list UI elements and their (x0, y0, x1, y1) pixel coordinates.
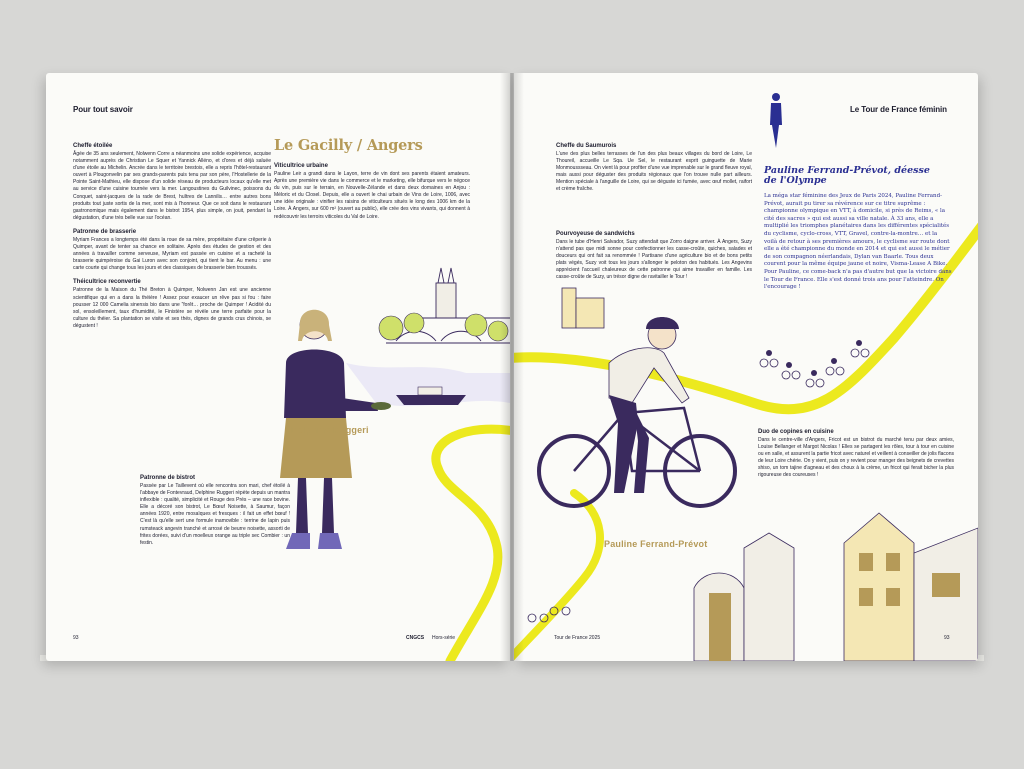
section-cheffe-etoilee (73, 143, 271, 222)
section-viticultrice (274, 163, 470, 221)
running-header: Pour tout savoir (73, 105, 133, 114)
feature-title: Pauline Ferrand-Prévot, déesse de l'Olympe (764, 165, 930, 186)
running-header: Le Tour de France féminin (850, 105, 947, 114)
section-body: Patronne de la Maison du Thé Breton à Quimper, Nolwenn Jan est une ancienne scientifique qui en a dans la théière ! Assez pour exaucer un rêve pas si fou : faire pousser 12 000 Camelia sinensis bio dans une “forêt… proche de Quimper ! Acidité du sol, ensoleillement, taux d'humidité, le Finistère se révèle une terre parfaite pour la culture du théier. Sa plantation se visite et ses thés, dignes de grands crus chinois, se dégustent ! (73, 287, 271, 329)
page-number: 93 (944, 635, 950, 641)
section-body: Dans le tube d'Henri Salvador, Suzy attendait que Zorro daigne arriver. À Angers, Suzy n'attend pas que midi sonne pour confectionner les casse-croûte, quiches, salades et douceurs qui ont fait sa renommée ! Partisane d'une agriculture bio et de bons petits plats végés, Suzy voit tous les jours s'allonger le peloton des habitués. Les Angevins apprécient l'accueil chaleureux de cette patronne qui aime travailler en famille. Les casse-croûte de Suzy, un trésor digne de ravitailler le Tour ! (556, 239, 752, 281)
footer-magazine: CNGCS (406, 635, 425, 641)
footer-section: Tour de France 2025 (554, 635, 601, 641)
section-heading: Cheffe étoilée (73, 143, 113, 149)
section-heading: Patronne de bistrot (140, 475, 196, 481)
section-theicultrice (73, 279, 271, 330)
book-spine (500, 73, 524, 661)
section-heading: Pourvoyeuse de sandwichs (556, 231, 635, 237)
section-heading: Viticultrice urbaine (274, 163, 328, 169)
page-number: 93 (73, 635, 79, 641)
section-duo-cuisine (758, 429, 954, 480)
city-title: Le Gacilly / Angers (274, 137, 423, 154)
section-body: L'une des plus belles terrasses de l'un des plus beaux villages du bord de Loire, Le Thoureil, accueille Le Sqa. Ue Sel, le restaurant esprit guinguette de Marie Monmoussseau. On vient là pour profiter d'une vue imprenable sur le grand fleuve royal, mais aussi pour déguster des produits régionaux que l'on trouve nulle part ailleurs. Mention spéciale à l'anguille de Loire, qui se déguste ici fumée, avec œuf mollet, raifort et crème fraîche. (556, 151, 752, 193)
illustration-label-delphine: Delphine Ruggeri (291, 425, 369, 435)
section-body: Âgée de 35 ans seulement, Nolwenn Corre a néanmoins une solide expérience, acquise notamment auprès de Christian Le Squer et Yannick Alléno, et d'ores et déjà saluée d'une étoile au Michelin. Ancrée dans le territoire brestois, elle a repris l'hôtel-restaurant ouvert à Plougonvelin par ses grands-parents puis tenu par son père, l'Hostellerie de la Pointe Saint-Mathieu, elle dispose d'un solide réseau de producteurs locaux qu'elle met au service d'une cuisine tournée vers la mer. Langoustines du Guilvinec, poissons du Conquet, saint-jacques de la rade de Brest, huîtres de Lannilis… entre autres bons produits tout juste sortis de la mer, sont mis à l'honneur. Que ce soit dans le restaurant gastronomique mais également dans le bistrot 1954, plus simple, on jouit, pendant la dégustation, d'une très belle vue sur l'océan. (73, 151, 271, 221)
left-column (73, 143, 271, 337)
section-heading: Patronne de brasserie (73, 228, 137, 235)
section-body: Pauline Leir a grandi dans le Layon, terre de vin dont ses parents étaient amateurs. Après une première vie dans le commerce et le marketing, elle bifurque vers le négoce du vin, puis sur le terrain, en Nouvelle-Zélande et dans deux domaines en Anjou : Méloric et du Closel. Depuis, elle a ouvert le chai urbain de Vins de Loire, 1006, avec une idée originale : vinifier les raisins de viticulteurs situés le long des 1006 km de la Loire. À Angers, sur 600 m² (ouvert au public), elle crée des vins vivants, qui donnent à redécouvrir les terroirs viticoles du Val de Loire. (274, 171, 470, 220)
section-sandwichs (556, 231, 752, 282)
feature-body: La méga star féminine des Jeux de Paris 2024, Pauline Ferrand-Prévot, aurait pu tirer sa révérence sur ce titre suprême : championne olympique en VTT, à domicile, si près de Reims, « la cité des sacres » qui est aussi sa ville natale. À 33 ans, elle a multiplié les triomphes planétaires dans les différentes spécialités du cyclisme, cyclo-cross, VTT, Gravel, contre-la-montre… et la voilà de retour à ses premières amours, le cyclisme sur route dont elle a été championne du monde en 2014 et qui est aussi le métier de son compagnon néerlandais, Dylan van Baarle. Tous deux courent pour la même équipe jaune et noire, Visma-Lease A Bike. Pour Pauline, ce come-back n'a pas d'autre but que la victoire dans le Tour de France. Elle s'est donné trois ans pour l'atteindre. On l'encourage ! (764, 193, 952, 291)
section-cheffe-saumurois (556, 143, 752, 194)
section-body: Passée par Le Taillevent où elle rencontra son mari, chef étoilé à l'abbaye de Fontevraud, Delphine Ruggeri répète depuis un mantra inflexible : qualité, simplicité et Rouge des Prés – une race bovine. Elle a décoré son bistrot, Le Bœuf Noisette, à Saumur, façon années 1920, entre mosaïques et fresques : il fait un effet bœuf ! C'est là qu'elle sert une formule inamovible : terrine de lapin puis rumsteack angevin tranché et arrosé de beurre noisette, assorti de frites dorées, suivi d'un moelleux orange au triple sec Combier : un festin. (140, 483, 290, 546)
section-body: Dans le centre-ville d'Angers, Fricot est un bistrot du marché tenu par deux amies, Louise Bellanger et Margot Nicolas ! Elles se partagent les rôles, tour à tour en cuisine ou en salle, et assurent la partie fricot avec naturel et veillent à conseiller de jolis flacons de leur Loire chérie. On y vient, puis on y revient pour manger des beignets de crevettes shiso, un tom tajine d'agneau et des choux à la crème, un fricot qui ferait bicher la plus rigoureuse des coureuses ! (758, 437, 954, 479)
section-patronne-bistrot (140, 475, 290, 547)
section-heading: Duo de copines en cuisine (758, 429, 834, 435)
section-body: Myriam Frances a longtemps été dans la roue de sa mère, propriétaire d'une crêperie à Quimper, avant de tenter sa chance en solitaire. Après des études de gestion et des années à travailler comme serveuse, Myriam est passée en cuisine et a racheté la brasserie quimpéroise du Gai Luron avec son conjoint, qui tient le bar. Au menu : une carte courte qui change tous les jours et des classiques de brasserie bien troussés. (73, 236, 271, 272)
section-heading: Théicultrice reconvertie (73, 279, 141, 286)
right-page (514, 73, 978, 661)
footer-issue: Hors-série (432, 635, 456, 641)
section-patronne-brasserie (73, 229, 271, 272)
section-heading: Cheffe du Saumurois (556, 143, 617, 149)
left-page (46, 73, 510, 661)
illustration-label-pauline: Pauline Ferrand-Prévot (604, 539, 708, 549)
pauline-figure (539, 317, 735, 506)
